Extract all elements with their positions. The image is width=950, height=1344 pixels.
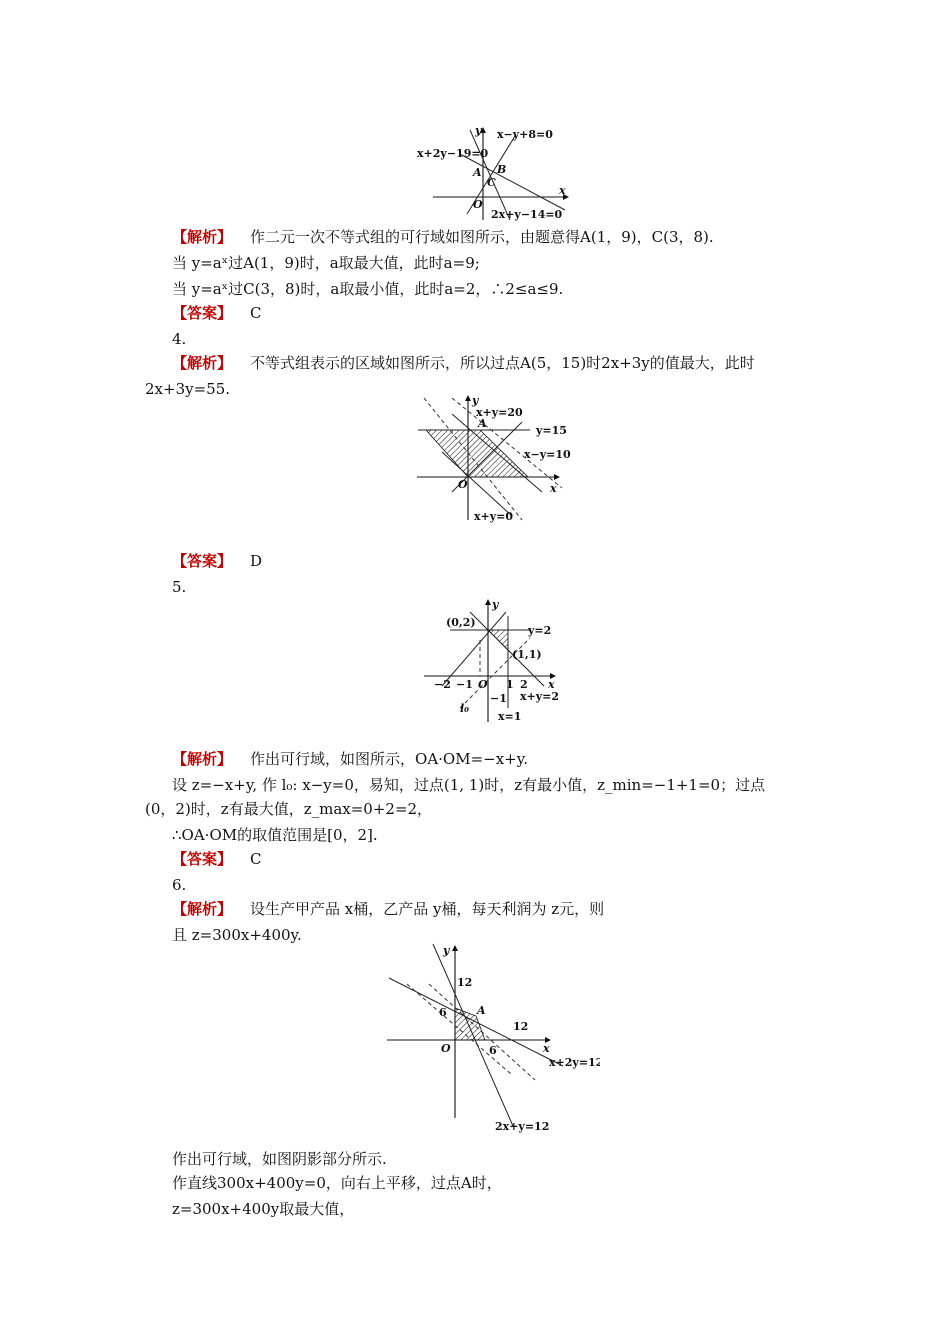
q3-answer — [172, 302, 262, 324]
figure-3-svg — [420, 596, 570, 726]
answer-value: C — [250, 850, 262, 868]
q6-analysis-line — [172, 898, 604, 920]
shaded-region — [426, 430, 528, 477]
answer-tag: 【答案】 — [172, 304, 233, 322]
answer-tag: 【答案】 — [172, 850, 233, 868]
q6-text: 设生产甲产品 x桶，乙产品 y桶，每天利润为 z元，则 — [250, 900, 605, 918]
label-x+2y=12: x+2y=12 — [549, 1056, 600, 1069]
y-label: y — [472, 394, 479, 407]
label-y=15: y=15 — [536, 424, 567, 437]
q3-text: 作二元一次不等式组的可行域如图所示，由题意得A(1，9)，C(3，8). — [250, 228, 714, 246]
tick-y-12: 12 — [457, 976, 473, 989]
x-label: x — [559, 184, 566, 197]
figure-2-svg — [412, 392, 577, 530]
label-l0: l₀ — [460, 702, 469, 715]
q5-line-2: 设 z=−x+y, 作 l₀: x−y=0，易知，过点(1, 1)时，z有最小值，z_min=−1+1=0；过点 — [172, 776, 766, 794]
analysis-tag: 【解析】 — [172, 228, 233, 246]
tick-y-6: 6 — [439, 1006, 447, 1019]
tick-1: 1 — [506, 678, 514, 691]
q5-line-3: (0，2)时，z有最大值，z_max=0+2=2， — [145, 800, 433, 818]
q4-line-2: 2x+3y=55. — [145, 380, 231, 398]
q5-text: 作出可行域，如图所示，OA·OM=−x+y. — [250, 750, 528, 768]
origin-label: O — [458, 478, 468, 491]
figure-1-feasible-region — [415, 122, 580, 222]
q6-line-2: 且 z=300x+400y. — [172, 926, 302, 944]
point-c: C — [487, 176, 496, 189]
tick-neg1: −1 — [456, 678, 473, 691]
q4-answer — [172, 550, 262, 572]
x-label: x — [550, 482, 557, 495]
q6-line-3: 作出可行域，如图阴影部分所示. — [172, 1150, 387, 1168]
point-b: B — [497, 163, 507, 176]
q5-number: 5. — [172, 578, 187, 596]
label-x-y=10: x−y=10 — [524, 448, 571, 461]
figure-1-svg — [415, 122, 580, 222]
analysis-tag: 【解析】 — [172, 354, 233, 372]
label-left: x+2y−19=0 — [417, 147, 489, 160]
point-0-2: (0,2) — [446, 616, 476, 629]
label-2x+y=12: 2x+y=12 — [495, 1120, 550, 1133]
tick-2: 2 — [520, 678, 528, 691]
point-a: A — [477, 1004, 486, 1017]
answer-tag: 【答案】 — [172, 552, 233, 570]
q4-analysis-line — [172, 352, 755, 374]
q5-answer — [172, 848, 262, 870]
label-x+y=20: x+y=20 — [476, 406, 523, 419]
q3-line-2: 当 y=aˣ过A(1，9)时，a取最大值，此时a=9; — [172, 254, 480, 272]
figure-3-feasible-region — [420, 596, 570, 726]
figure-2-feasible-region — [412, 392, 577, 530]
origin-label: O — [478, 678, 488, 691]
x-label: x — [543, 1042, 550, 1055]
origin-label: O — [473, 198, 483, 211]
y-label: y — [475, 124, 482, 137]
q5-line-4: ∴OA·OM的取值范围是[0，2]. — [172, 826, 378, 844]
q3-analysis-line — [172, 226, 714, 248]
label-x+y=2: x+y=2 — [520, 690, 560, 703]
label-x=1: x=1 — [498, 710, 522, 723]
q6-line-4: 作直线300x+400y=0，向右上平移，过点A时， — [172, 1174, 502, 1192]
label-y=2: y=2 — [528, 624, 552, 637]
label-bottom: 2x+y−14=0 — [491, 208, 563, 221]
q4-text: 不等式组表示的区域如图所示，所以过点A(5，15)时2x+3y的值最大，此时 — [250, 354, 755, 372]
analysis-tag: 【解析】 — [172, 750, 233, 768]
tick-neg2: −2 — [434, 678, 451, 691]
analysis-tag: 【解析】 — [172, 900, 233, 918]
q3-line-3: 当 y=aˣ过C(3，8)时，a取最小值，此时a=2，∴2≤a≤9. — [172, 280, 564, 298]
tick-y-neg1: −1 — [490, 692, 507, 705]
answer-value: D — [250, 552, 263, 570]
tick-x-6: 6 — [489, 1044, 497, 1057]
q6-number: 6. — [172, 876, 187, 894]
q4-number: 4. — [172, 330, 187, 348]
x-label: x — [548, 678, 555, 691]
label-x+y=0: x+y=0 — [474, 510, 514, 523]
figure-4-feasible-region — [385, 940, 600, 1136]
q6-line-5: z=300x+400y取最大值， — [172, 1200, 355, 1218]
q5-analysis-line — [172, 748, 528, 770]
origin-label: O — [441, 1042, 451, 1055]
figure-4-svg — [385, 940, 600, 1136]
point-1-1: (1,1) — [512, 648, 542, 661]
y-label: y — [492, 598, 499, 611]
tick-x-12: 12 — [513, 1020, 529, 1033]
y-label: y — [443, 944, 450, 957]
point-a: A — [478, 417, 487, 430]
point-a: A — [473, 166, 482, 179]
label-top: x−y+8=0 — [497, 128, 553, 141]
answer-value: C — [250, 304, 262, 322]
